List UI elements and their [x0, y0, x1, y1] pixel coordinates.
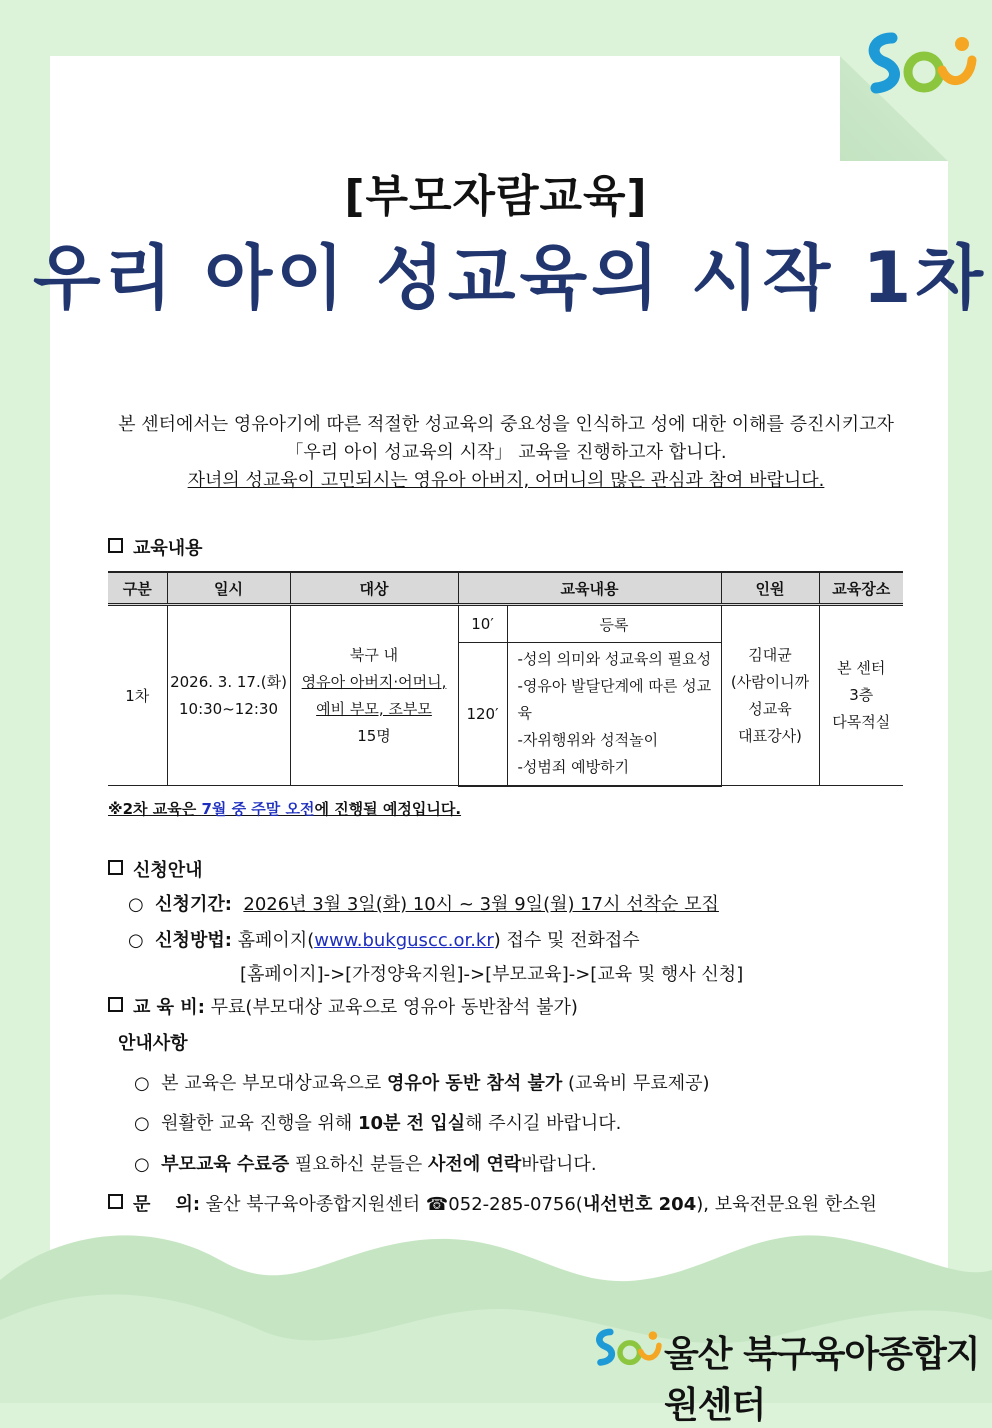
program-series: [부모자람교육] — [344, 171, 648, 222]
cell-topics — [507, 643, 721, 786]
intro-line-3: 자녀의 성교육이 고민되시는 영유아 아버지, 어머니의 많은 관심과 참여 바랍니다. — [187, 470, 825, 491]
cell-round: 1차 — [108, 605, 167, 786]
header-round: 구분 — [108, 572, 167, 605]
section-content-heading: 교육내용 — [108, 534, 203, 560]
checkbox-icon — [108, 538, 123, 553]
circle-bullet-icon: ○ — [134, 1113, 150, 1134]
program-title: 우리 아이 성교육의 시작 1차 — [32, 237, 987, 319]
notice-item-3: ○ 부모교육 수료증 필요하신 분들은 사전에 연락바랍니다. — [134, 1154, 597, 1175]
checkbox-icon — [108, 997, 123, 1012]
section-apply-heading: 신청안내 — [108, 856, 203, 882]
contact-row: 문 의: 울산 북구육아종합지원센터 ☎052-285-0756(내선번호 204), 보육전문요원 한소원 — [108, 1190, 877, 1216]
topic-item: -성범죄 예방하기 — [517, 758, 630, 777]
header-date: 일시 — [167, 572, 290, 605]
second-round-note: ※2차 교육은 7월 중 주말 오전에 진행될 예정입니다. — [108, 800, 462, 818]
apply-method: ○ 신청방법: 홈페이지(www.bukguscc.or.kr) 접수 및 전화접수 — [128, 930, 640, 951]
apply-period: ○ 신청기간: 2026년 3월 3일(화) 10시 ~ 3월 9일(월) 17시 선착순 모집 — [128, 894, 719, 915]
cell-reg-minutes: 10′ — [458, 605, 507, 643]
cell-reg-label: 등록 — [507, 605, 721, 643]
cell-main-minutes: 120′ — [458, 643, 507, 786]
circle-bullet-icon: ○ — [128, 930, 144, 951]
fee-row: 교 육 비: 무료(부모대상 교육으로 영유아 동반참석 불가) — [108, 993, 578, 1019]
notice-heading: 안내사항 — [118, 1033, 188, 1054]
footer-org-name: 울산 북구육아종합지원센터 — [664, 1334, 980, 1426]
cell-instructor: 김대균 (사람이니까 성교육 대표강사) — [721, 605, 819, 786]
cell-target: 북구 내 영유아 아버지·어머니, 예비 부모, 조부모 15명 — [290, 605, 458, 786]
education-table — [108, 571, 903, 787]
cell-place: 본 센터 3층 다목적실 — [819, 605, 903, 786]
checkbox-icon — [108, 1194, 123, 1209]
center-logo-icon — [862, 30, 977, 102]
notice-item-1: ○ 본 교육은 부모대상교육으로 영유아 동반 참석 불가 (교육비 무료제공) — [134, 1073, 710, 1094]
table-row — [108, 605, 903, 643]
checkbox-icon — [108, 860, 123, 875]
notice-item-2: ○ 원활한 교육 진행을 위해 10분 전 입실해 주시길 바랍니다. — [134, 1113, 622, 1134]
circle-bullet-icon: ○ — [134, 1073, 150, 1094]
topic-item: -성의 의미와 성교육의 필요성 — [517, 650, 712, 669]
intro-line-1: 본 센터에서는 영유아기에 따른 적절한 성교육의 중요성을 인식하고 성에 대한 이해를 증진시키고자 — [118, 414, 894, 435]
homepage-link[interactable]: www.bukguscc.or.kr — [314, 930, 494, 951]
header-place: 교육장소 — [819, 572, 903, 605]
circle-bullet-icon: ○ — [134, 1154, 150, 1175]
table-header-row — [108, 572, 903, 605]
cell-datetime: 2026. 3. 17.(화) 10:30~12:30 — [167, 605, 290, 786]
topic-item: -영유아 발달단계에 따른 성교육 — [517, 677, 712, 723]
circle-bullet-icon: ○ — [128, 894, 144, 915]
header-content: 교육내용 — [458, 572, 721, 605]
apply-path: [홈페이지]->[가정양육지원]->[부모교육]->[교육 및 행사 신청] — [240, 964, 744, 985]
intro-line-2: 「우리 아이 성교육의 시작」 교육을 진행하고자 합니다. — [285, 442, 727, 463]
header-instructor: 인원 — [721, 572, 819, 605]
header-target: 대상 — [290, 572, 458, 605]
topic-item: -자위행위와 성적놀이 — [517, 731, 659, 750]
center-logo-icon — [592, 1318, 662, 1380]
